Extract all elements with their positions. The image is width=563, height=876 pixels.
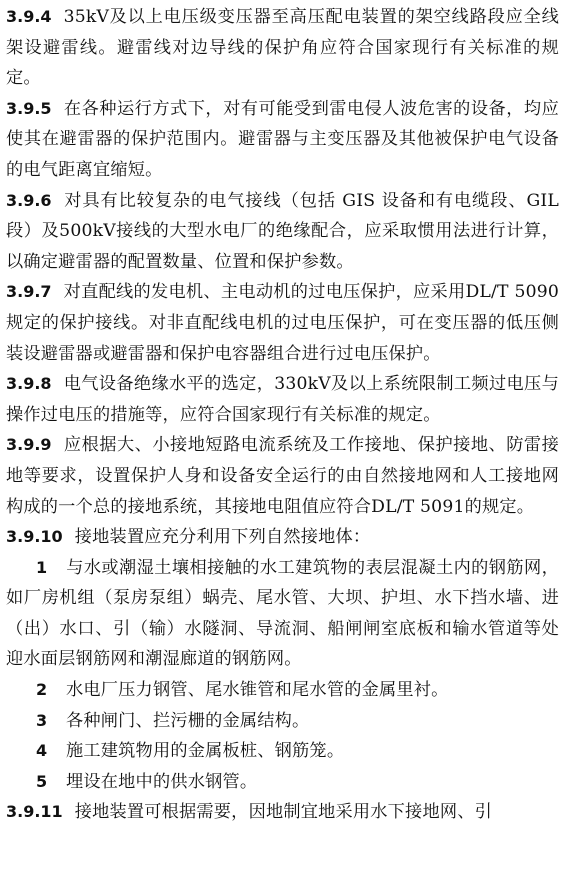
clause-3-9-6 [6, 186, 559, 278]
clause-3-9-11 [6, 797, 559, 828]
item-text: 埋设在地中的供水钢管。 [66, 771, 258, 792]
clause-text: 电气设备绝缘水平的选定，330kV及以上系统限制工频过电压与操作过电压的措施等，应符合国家现行有关标准的规定。 [6, 374, 559, 425]
item-text: 水电厂压力钢管、尾水锥管和尾水管的金属里衬。 [66, 680, 449, 701]
clause-number: 3.9.4 [6, 7, 52, 26]
clause-text: 对具有比较复杂的电气接线（包括 GIS 设备和有电缆段、GIL段）及500kV接线的大型水电厂的绝缘配合，应采取惯用法进行计算，以确定避雷器的配置数量、位置和保护参数。 [6, 190, 559, 272]
clause-number: 3.9.7 [6, 282, 52, 302]
item-text: 与水或潮湿土壤相接触的水工建筑物的表层混凝土内的钢筋网，如厂房机组（泵房泵组）蜗壳、尾水管、大坝、护坦、水下挡水墙、进（出）水口、引（输）水隧洞、导流洞、船闸闸室底板和输水管道等处迎水面层钢筋网和潮湿廊道的钢筋网。 [6, 557, 559, 670]
item-number: 3 [36, 710, 48, 730]
clause-text: 应根据大、小接地短路电流系统及工作接地、保护接地、防雷接地等要求，设置保护人身和设备安全运行的由自然接地网和人工接地网构成的一个总的接地系统，其接地电阻值应符合DL/T 5091的规定。 [6, 435, 559, 517]
clause-text: 接地装置应充分利用下列自然接地体： [74, 527, 371, 548]
clause-3-9-8 [6, 369, 559, 430]
item-number: 5 [36, 771, 48, 791]
list-item [6, 736, 559, 767]
item-text: 施工建筑物用的金属板桩、钢筋笼。 [66, 741, 345, 762]
clause-number: 3.9.10 [6, 527, 63, 547]
clause-3-9-10 [6, 522, 559, 553]
clause-3-9-7 [6, 277, 559, 369]
clause-3-9-4 [6, 2, 559, 94]
clause-number: 3.9.6 [6, 190, 52, 210]
item-number: 2 [36, 680, 48, 700]
clause-3-9-5 [6, 94, 559, 186]
clause-text: 35kV及以上电压级变压器至高压配电装置的架空线路段应全线架设避雷线。避雷线对边导线的保护角应符合国家现行有关标准的规定。 [6, 7, 559, 89]
item-number: 4 [36, 741, 48, 761]
clause-number: 3.9.8 [6, 374, 52, 394]
clause-text: 在各种运行方式下，对有可能受到雷电侵人波危害的设备，均应使其在避雷器的保护范围内。避雷器与主变压器及其他被保护电气设备的电气距离宜缩短。 [6, 98, 559, 180]
list-item [6, 767, 559, 798]
list-item [6, 675, 559, 706]
clause-text: 对直配线的发电机、主电动机的过电压保护，应采用DL/T 5090规定的保护接线。对非直配线电机的过电压保护，可在变压器的低压侧装设避雷器或避雷器和保护电容器组合进行过电压保护。 [6, 282, 559, 364]
list-item [6, 553, 559, 675]
clause-3-9-9 [6, 430, 559, 522]
clause-number: 3.9.9 [6, 435, 52, 455]
clause-text: 接地装置可根据需要，因地制宜地采用水下接地网、引 [74, 802, 492, 823]
list-item [6, 706, 559, 737]
item-number: 1 [36, 557, 48, 577]
clause-number: 3.9.5 [6, 98, 52, 118]
item-text: 各种闸门、拦污栅的金属结构。 [66, 710, 310, 731]
clause-number: 3.9.11 [6, 802, 63, 822]
